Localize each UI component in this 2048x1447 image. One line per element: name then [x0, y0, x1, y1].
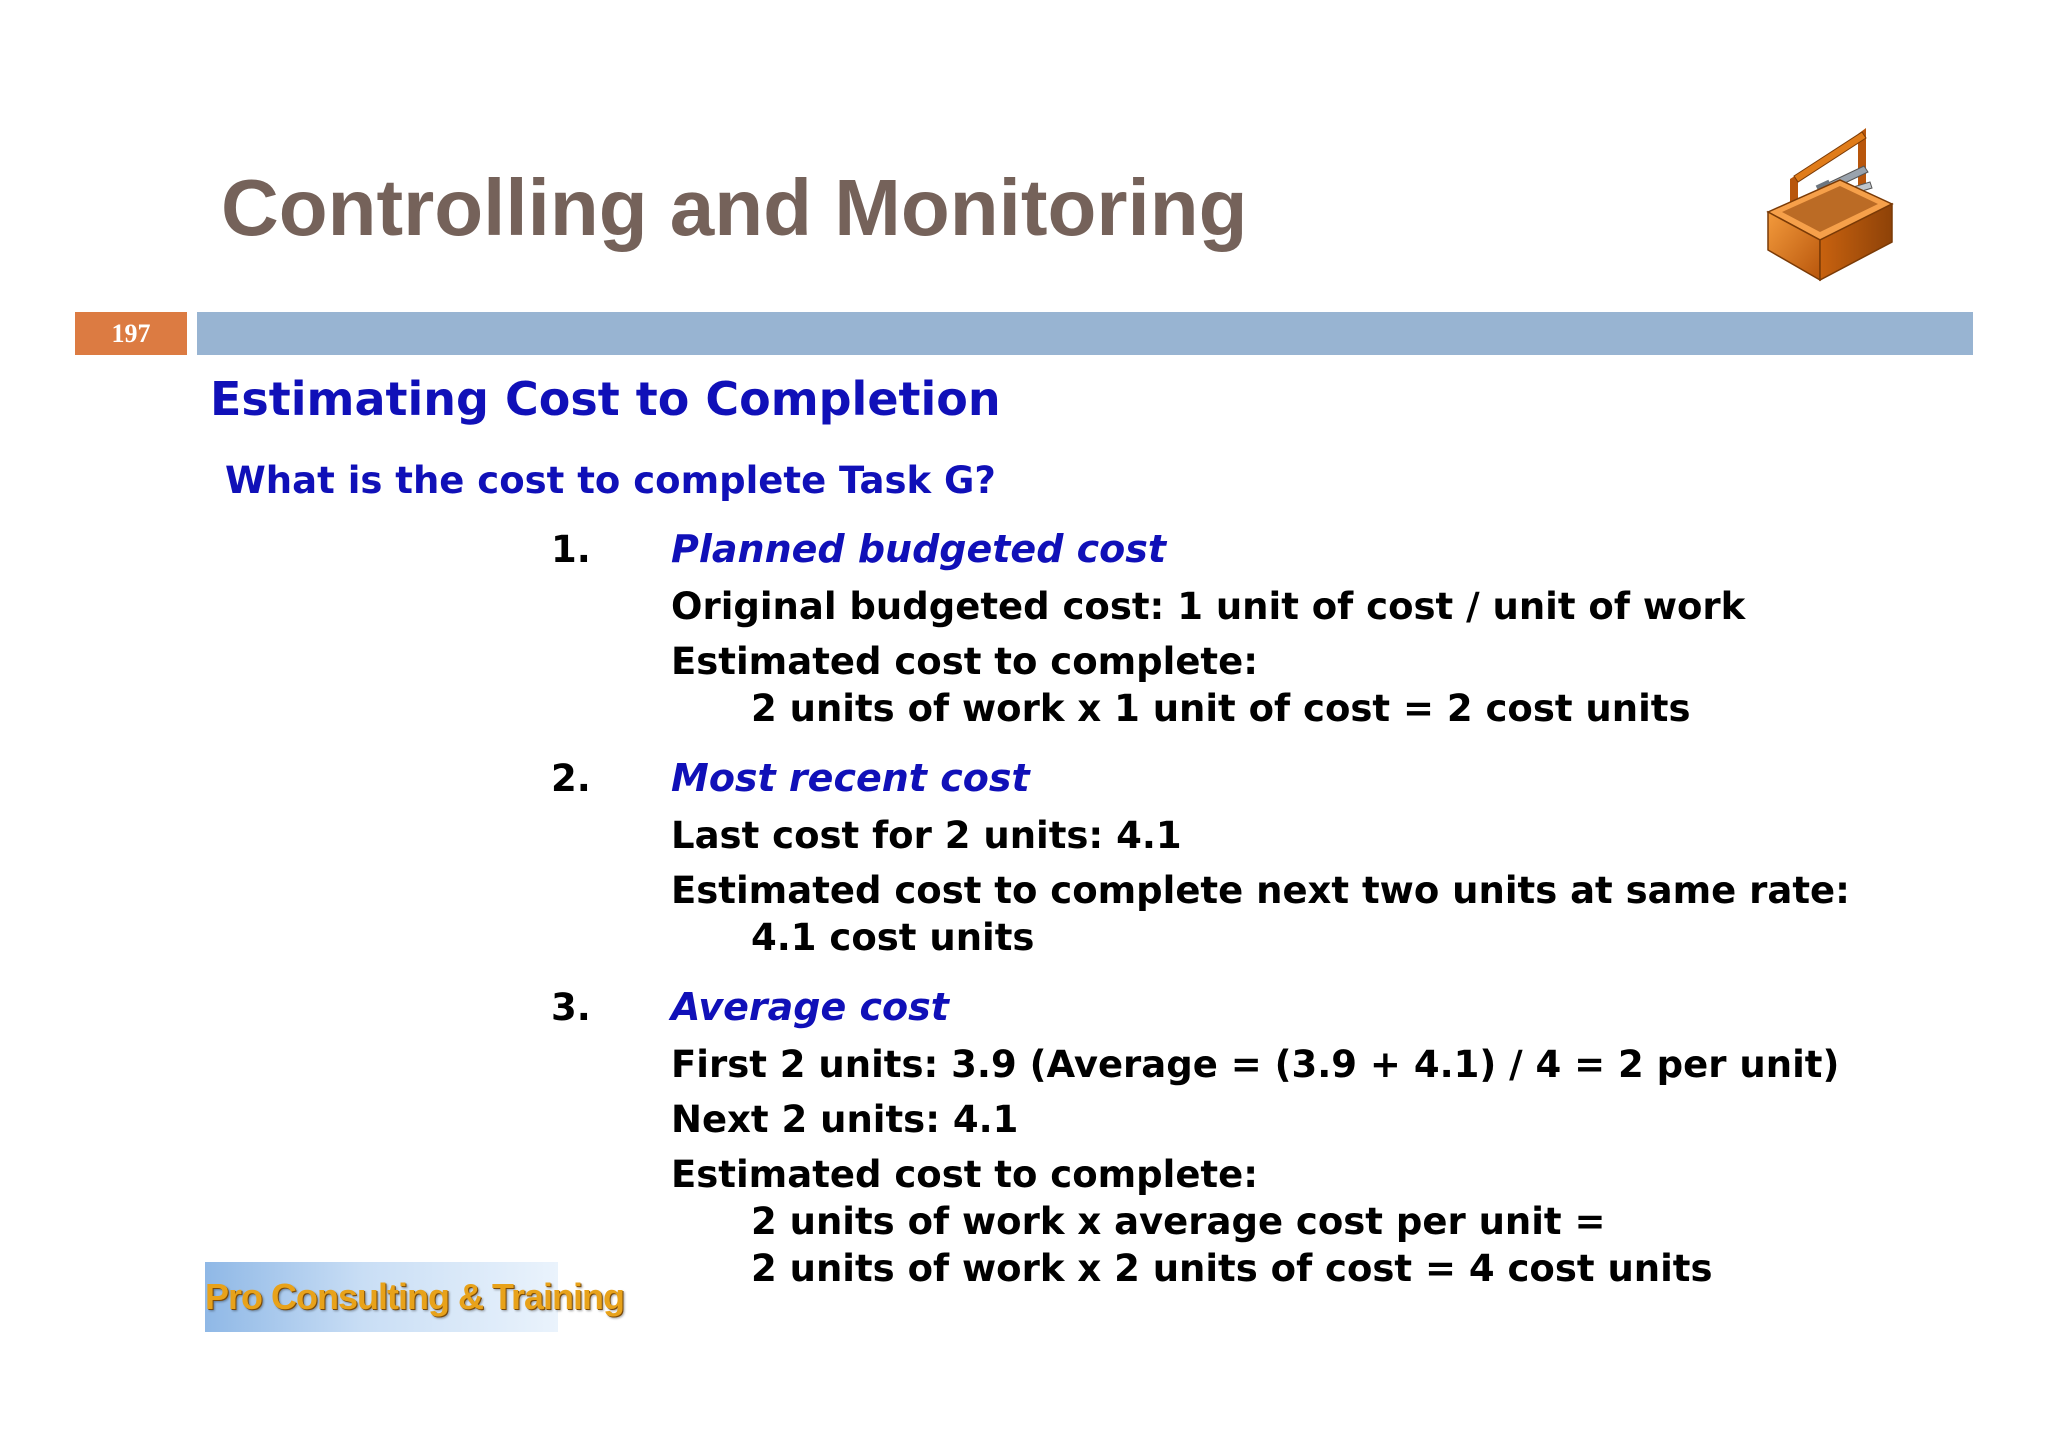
company-logo: Pro Consulting & Training: [205, 1262, 558, 1332]
item-line: 2 units of work x 1 unit of cost = 2 cost units: [751, 687, 1691, 730]
item-line: Estimated cost to complete next two units at same rate:: [671, 869, 1850, 912]
question-text: What is the cost to complete Task G?: [225, 459, 996, 502]
item-line: Last cost for 2 units: 4.1: [671, 814, 1182, 857]
item-title: Average cost: [671, 985, 949, 1029]
header-divider-bar: [197, 312, 1973, 355]
item-line: Next 2 units: 4.1: [671, 1098, 1019, 1141]
item-title: Planned budgeted cost: [671, 527, 1167, 571]
section-heading: Estimating Cost to Completion: [210, 372, 1001, 426]
page-number-badge: 197: [75, 312, 187, 355]
item-line: Estimated cost to complete:: [671, 1153, 1259, 1196]
item-number: 2.: [551, 757, 591, 800]
item-number: 1.: [551, 528, 591, 571]
item-line: 2 units of work x 2 units of cost = 4 cost units: [751, 1247, 1713, 1290]
item-number: 3.: [551, 986, 591, 1029]
item-line: 2 units of work x average cost per unit =: [751, 1200, 1606, 1243]
slide-title: Controlling and Monitoring: [221, 163, 1248, 252]
item-line: 4.1 cost units: [751, 916, 1035, 959]
item-title: Most recent cost: [671, 756, 1030, 800]
toolbox-icon: [1760, 124, 1900, 284]
item-line: First 2 units: 3.9 (Average = (3.9 + 4.1) / 4 = 2 per unit): [671, 1043, 1840, 1086]
item-line: Original budgeted cost: 1 unit of cost / unit of work: [671, 585, 1746, 628]
item-line: Estimated cost to complete:: [671, 640, 1259, 683]
